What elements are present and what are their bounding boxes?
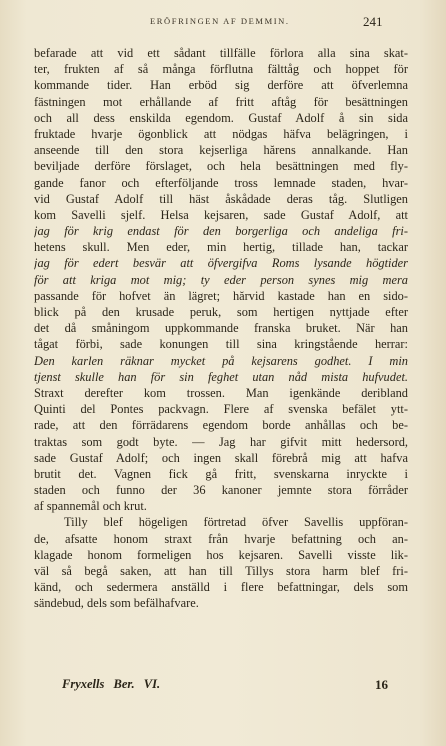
text-line: ter, frukten af så många förflutna fälttåg och hoppet för <box>34 62 408 77</box>
text-line: tjenst skulle han för sin feghet utan nåd mista hufvudet. <box>34 369 408 384</box>
page-number: 241 <box>363 14 383 29</box>
text-line: för att kriga mot mig; ty eder person synes mig mera <box>34 272 408 287</box>
page-footer <box>0 677 446 697</box>
text-line: känd, och sedermera anställd i flere befattningar, dels som <box>34 580 408 595</box>
text-line: och all dess enskilda egendom. Gustaf Adolf å sin sida <box>34 110 408 125</box>
text-line: kom Savelli sjelf. Helsa kejsaren, sade Gustaf Adolf, att <box>34 207 408 222</box>
text-line: befarade att vid ett sådant tillfälle förlora alla sina skat- <box>34 46 408 60</box>
running-title: ERÖFRINGEN AF DEMMIN. <box>150 16 290 26</box>
text-line: af spannemål och krut. <box>34 499 147 514</box>
text-line: jag för edert besvär att öfvergifva Roms lysande högtider <box>34 256 408 271</box>
text-line: beviljade derföre förslaget, och hela besättningen med fly- <box>34 159 408 174</box>
text-line: klagade honom formeligen hos kejsaren. Savelli visste lik- <box>34 547 408 562</box>
text-line: rade, att den förrädarens egendom borde anhållas och be- <box>34 418 408 433</box>
text-line: Straxt derefter kom trossen. Man igenkände deribland <box>34 385 408 400</box>
text-line: Tilly blef högeligen förtretad öfver Savellis uppföran- <box>64 515 408 530</box>
running-head <box>0 14 446 32</box>
gathering-number: 16 <box>375 677 388 692</box>
text-line: det då småningom uppkommande franska bruket. När han <box>34 321 408 336</box>
body-text <box>34 45 408 612</box>
text-line: tågat förbi, sade konungen till sina kringstående herrar: <box>34 337 408 352</box>
text-line: traktas som godt byte. — Jag har gifvit mitt hedersord, <box>34 434 408 449</box>
text-line: Quinti del Pontes packvagn. Flere af svenska befälet ytt- <box>34 402 408 417</box>
text-line: passande för hofvet än lägret; hărvid kastade han en sido- <box>34 288 408 303</box>
text-line: hetens skull. Men eder, min hertig, tillade han, tackar <box>34 240 408 255</box>
text-line: brutit det. Vagnen fick gå fritt, svenskarna inryckte i <box>34 466 408 481</box>
text-line: sändebud, dels som befälhafvare. <box>34 596 199 611</box>
text-line: fruktade hvarje ögonblick att nödgas häfva belägringen, i <box>34 126 408 141</box>
text-line: jag för krig endast för den borgerliga och andeliga fri- <box>34 224 408 239</box>
text-line: anseende till den stora kejserliga hărens annalkande. Han <box>34 143 408 158</box>
text-line: staden och funno der 36 kanoner jemnte stora förråder <box>34 483 408 498</box>
text-line: gande fanor och efterföljande tross lemnade staden, hvar- <box>34 175 408 190</box>
signature-mark: Fryxells Ber. VI. <box>62 677 161 691</box>
text-line: kommande tider. Han erböd sig derföre att öfverlemna <box>34 78 408 93</box>
text-line: vid Gustaf Adolf till häst åskådade deras tåg. Slutligen <box>34 191 408 206</box>
text-line: blick på den krusade peruk, som hertigen nyttjade efter <box>34 305 408 319</box>
text-line: de, afsatte honom straxt från hvarje befattning och an- <box>34 531 408 546</box>
text-line: Den karlen räknar mycket på kejsarens godhet. I min <box>34 353 408 368</box>
text-line: sade Gustaf Adolf; och ingen skall förebrå mig att hafva <box>34 450 408 465</box>
text-line: fästningen mot erhållande af fritt aftåg för besättningen <box>34 94 408 109</box>
text-line: väl så begå saken, att han till Tillys stora harm blef fri- <box>34 564 408 578</box>
